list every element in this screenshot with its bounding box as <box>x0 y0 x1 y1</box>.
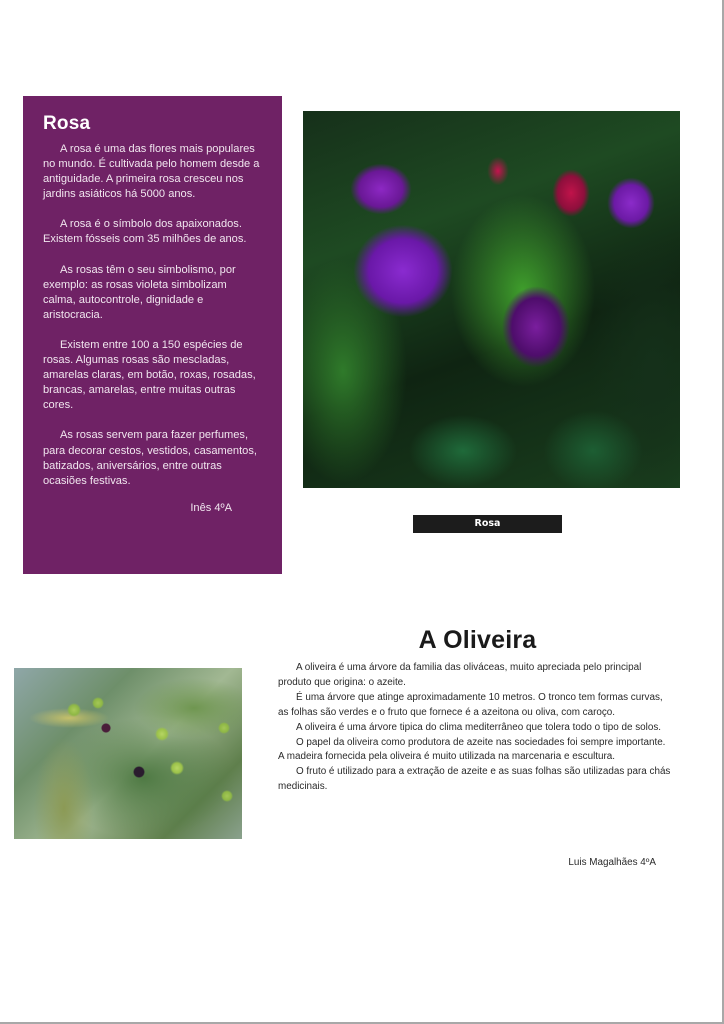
oliveira-paragraph-1: A oliveira é uma árvore da familia das oliváceas, muito apreciada pelo principal produto que origina: o azeite. <box>278 662 642 688</box>
rosa-paragraph-2: A rosa é o símbolo dos apaixonados. Existem fósseis com 35 milhões de anos. <box>43 218 247 246</box>
olive-photo <box>14 668 242 839</box>
rosa-author: Inês 4ºA <box>190 501 232 514</box>
rose-photo-caption: Rosa <box>413 515 562 533</box>
oliveira-paragraph-5: O fruto é utilizado para a extração de azeite e as suas folhas são utilizadas para chás medicinais. <box>278 766 671 793</box>
rosa-paragraph-5: As rosas servem para fazer perfumes, para decorar cestos, vestidos, casamentos, batizados, aniversários, entre outras ocasiões festivas. <box>43 429 257 487</box>
oliveira-title: A Oliveira <box>418 626 537 654</box>
rose-photo <box>303 111 680 488</box>
rosa-paragraph-3: As rosas têm o seu simbolismo, por exemplo: as rosas violeta simbolizam calma, autocontrole, dignidade e aristocracia. <box>43 263 236 321</box>
oliveira-paragraph-3: A oliveira é uma árvore tipica do clima mediterrâneo que tolera todo o tipo de solos. <box>296 721 662 733</box>
rosa-paragraph-4: Existem entre 100 a 150 espécies de rosas. Algumas rosas são mescladas, amarelas claras, em botão, roxas, rosadas, brancas, amarelas, entre muitas outras cores. <box>43 338 256 412</box>
oliveira-author: Luis Magalhães 4ºA <box>568 857 656 868</box>
rosa-paragraph-1: A rosa é uma das flores mais populares no mundo. É cultivada pelo homem desde a antiguidade. A primeira rosa cresceu nos jardins asiáticos há 5000 anos. <box>43 143 260 201</box>
oliveira-body <box>278 661 672 795</box>
rosa-text-box <box>23 96 282 574</box>
rosa-title: Rosa <box>43 113 91 134</box>
oliveira-paragraph-2: É uma árvore que atinge aproximadamente 10 metros. O tronco tem formas curvas, as folhas são verdes e o fruto que fornece é a azeitona ou oliva, com caroço. <box>278 691 663 718</box>
oliveira-paragraph-4: O papel da oliveira como produtora de azeite nas sociedades foi sempre importante. A madeira fornecida pela oliveira é muito utilizada na marcenaria e escultura. <box>278 736 666 763</box>
